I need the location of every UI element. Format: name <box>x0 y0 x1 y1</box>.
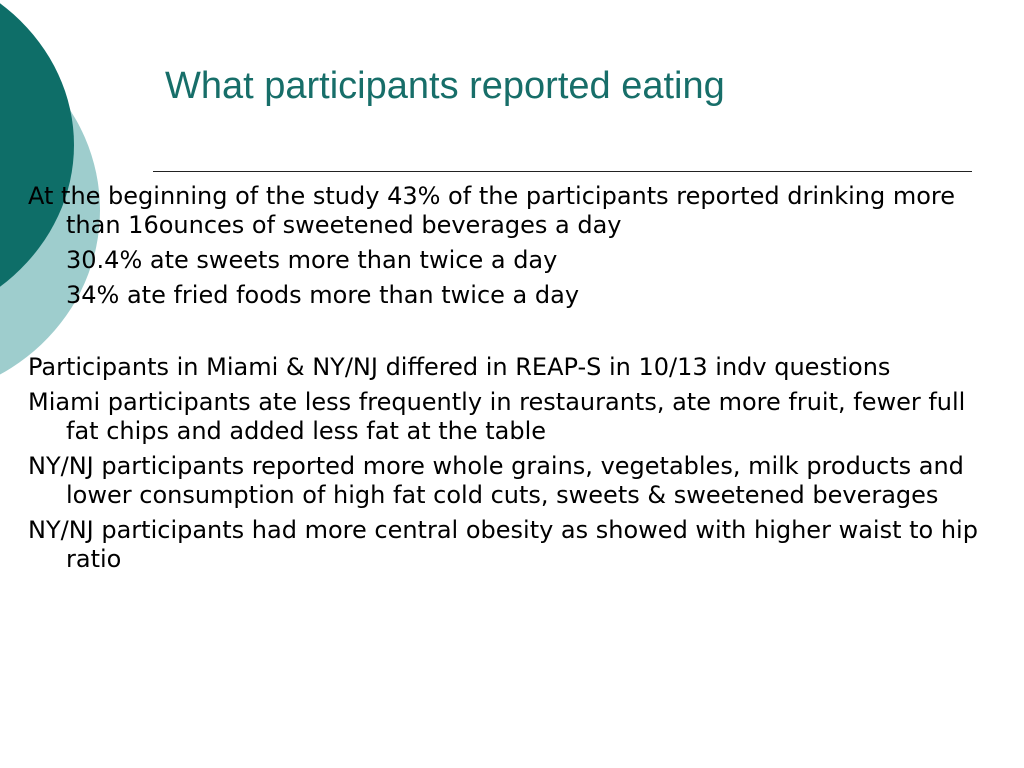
subpoint-sweets: 30.4% ate sweets more than twice a day <box>66 246 558 274</box>
slide-body <box>28 182 978 574</box>
slide-title: What participants reported eating <box>165 65 725 107</box>
title-divider <box>153 171 972 172</box>
subpoint-fried-foods: 34% ate fried foods more than twice a day <box>66 281 580 309</box>
paragraph-nynj-obesity: NY/NJ participants had more central obesity as showed with higher waist to hip ratio <box>28 516 978 573</box>
paragraph-sweetened-beverages: At the beginning of the study 43% of the participants reported drinking more than 16ounces of sweetened beverages a day <box>28 182 955 239</box>
paragraph-reap-s-differences: Participants in Miami & NY/NJ differed in REAP-S in 10/13 indv questions <box>28 353 891 381</box>
paragraph-nynj-diet: NY/NJ participants reported more whole grains, vegetables, milk products and lower consumption of high fat cold cuts, sweets & sweetened beverages <box>28 452 964 509</box>
paragraph-miami-participants: Miami participants ate less frequently in restaurants, ate more fruit, fewer full fat chips and added less fat at the table <box>28 388 966 445</box>
